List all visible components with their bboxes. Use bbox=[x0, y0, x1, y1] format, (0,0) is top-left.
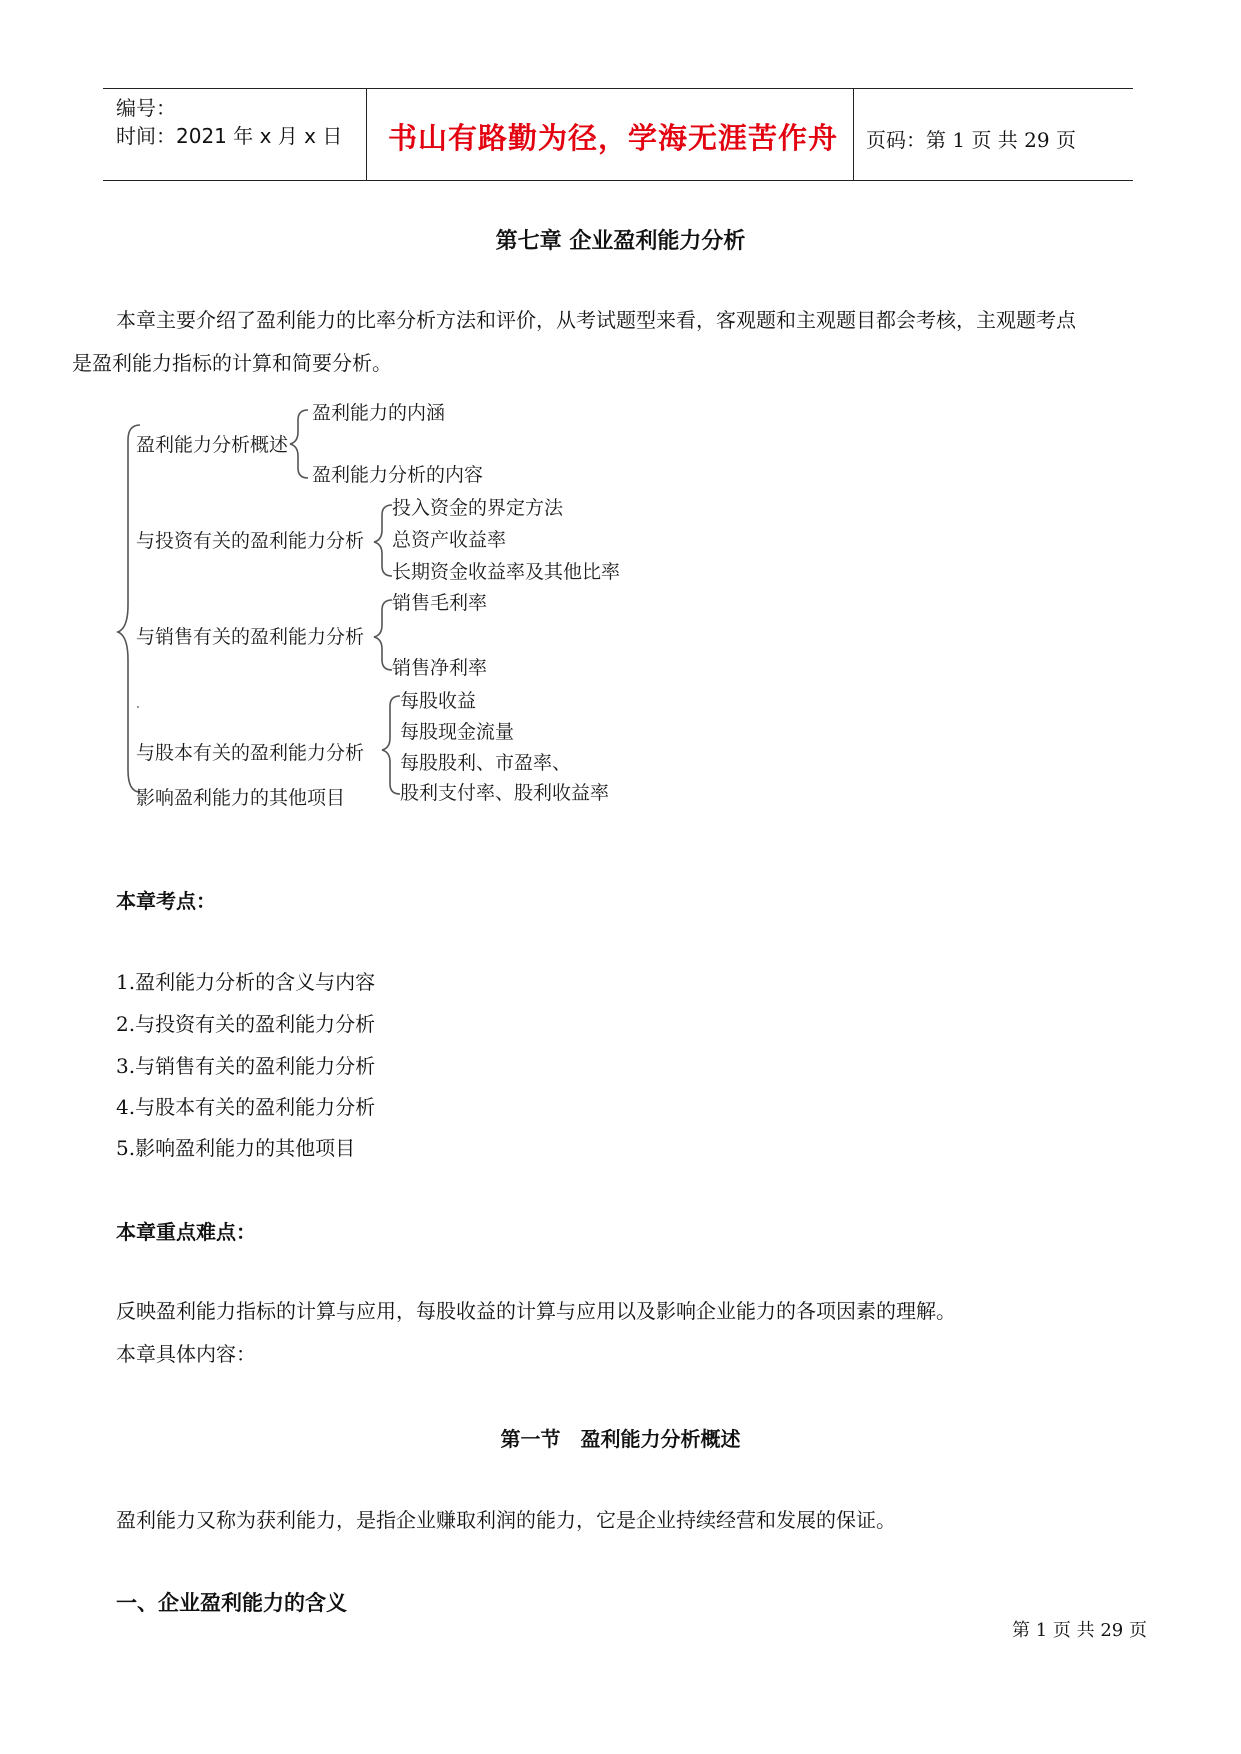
page-footer: 第 1 页 共 29 页 bbox=[1012, 1620, 1147, 1641]
intro-line-1: 本章主要介绍了盈利能力的比率分析方法和评价，从考试题型来看，客观题和主观题目都会考核，主观题考点 bbox=[116, 308, 1076, 332]
mindmap-group-other: 影响盈利能力的其他项目 bbox=[136, 787, 346, 809]
mindmap-item: 销售毛利率 bbox=[392, 592, 488, 614]
mindmap-group-overview: 盈利能力分析概述 bbox=[136, 434, 289, 456]
mindmap-group-equity: 与股本有关的盈利能力分析 bbox=[136, 742, 365, 764]
exam-points-heading: 本章考点： bbox=[116, 889, 216, 913]
document-time-label: 时间：2021 年 x 月 x 日 bbox=[116, 124, 343, 148]
mindmap-group-investment: 与投资有关的盈利能力分析 bbox=[136, 530, 365, 552]
mindmap-item: 股利支付率、股利收益率 bbox=[400, 782, 610, 804]
overview-brace bbox=[290, 410, 308, 478]
intro-line-2: 是盈利能力指标的计算和简要分析。 bbox=[72, 351, 392, 375]
key-points-heading: 本章重点难点： bbox=[116, 1220, 256, 1244]
exam-point-item: 4.与股本有关的盈利能力分析 bbox=[116, 1095, 376, 1119]
mindmap-item: 每股股利、市盈率、 bbox=[400, 752, 572, 774]
outer-brace bbox=[118, 425, 140, 792]
section-text: 盈利能力又称为获利能力，是指企业赚取利润的能力，它是企业持续经营和发展的保证。 bbox=[116, 1508, 896, 1532]
section-title: 第一节 盈利能力分析概述 bbox=[500, 1427, 741, 1451]
mindmap-item: 盈利能力分析的内容 bbox=[312, 464, 484, 486]
chapter-title: 第七章 企业盈利能力分析 bbox=[495, 228, 746, 254]
equity-brace bbox=[382, 696, 400, 794]
mindmap-item: 投入资金的界定方法 bbox=[392, 497, 564, 519]
exam-point-item: 1.盈利能力分析的含义与内容 bbox=[116, 970, 376, 994]
mindmap-item: 每股现金流量 bbox=[400, 721, 515, 743]
mindmap-item: 总资产收益率 bbox=[392, 529, 507, 551]
mindmap-group-sales: 与销售有关的盈利能力分析 bbox=[136, 626, 365, 648]
exam-point-item: 3.与销售有关的盈利能力分析 bbox=[116, 1054, 376, 1078]
section-subheading: 一、企业盈利能力的含义 bbox=[116, 1590, 347, 1615]
investment-brace bbox=[374, 505, 392, 576]
document-number-label: 编号： bbox=[116, 96, 176, 120]
header-page-info: 页码：第 1 页 共 29 页 bbox=[866, 128, 1076, 152]
exam-point-item: 2.与投资有关的盈利能力分析 bbox=[116, 1012, 376, 1036]
mindmap-item: 盈利能力的内涵 bbox=[312, 402, 446, 424]
exam-point-item: 5.影响盈利能力的其他项目 bbox=[116, 1136, 356, 1160]
key-points-text: 反映盈利能力指标的计算与应用，每股收益的计算与应用以及影响企业能力的各项因素的理解。 bbox=[116, 1299, 956, 1323]
mindmap-item: 每股收益 bbox=[400, 690, 477, 712]
mindmap-item: 长期资金收益率及其他比率 bbox=[392, 561, 621, 583]
header-motto: 书山有路勤为径，学海无涯苦作舟 bbox=[388, 121, 839, 155]
mindmap-item: 销售净利率 bbox=[392, 657, 488, 679]
sales-brace bbox=[374, 600, 392, 670]
key-points-subtext: 本章具体内容： bbox=[116, 1342, 256, 1366]
